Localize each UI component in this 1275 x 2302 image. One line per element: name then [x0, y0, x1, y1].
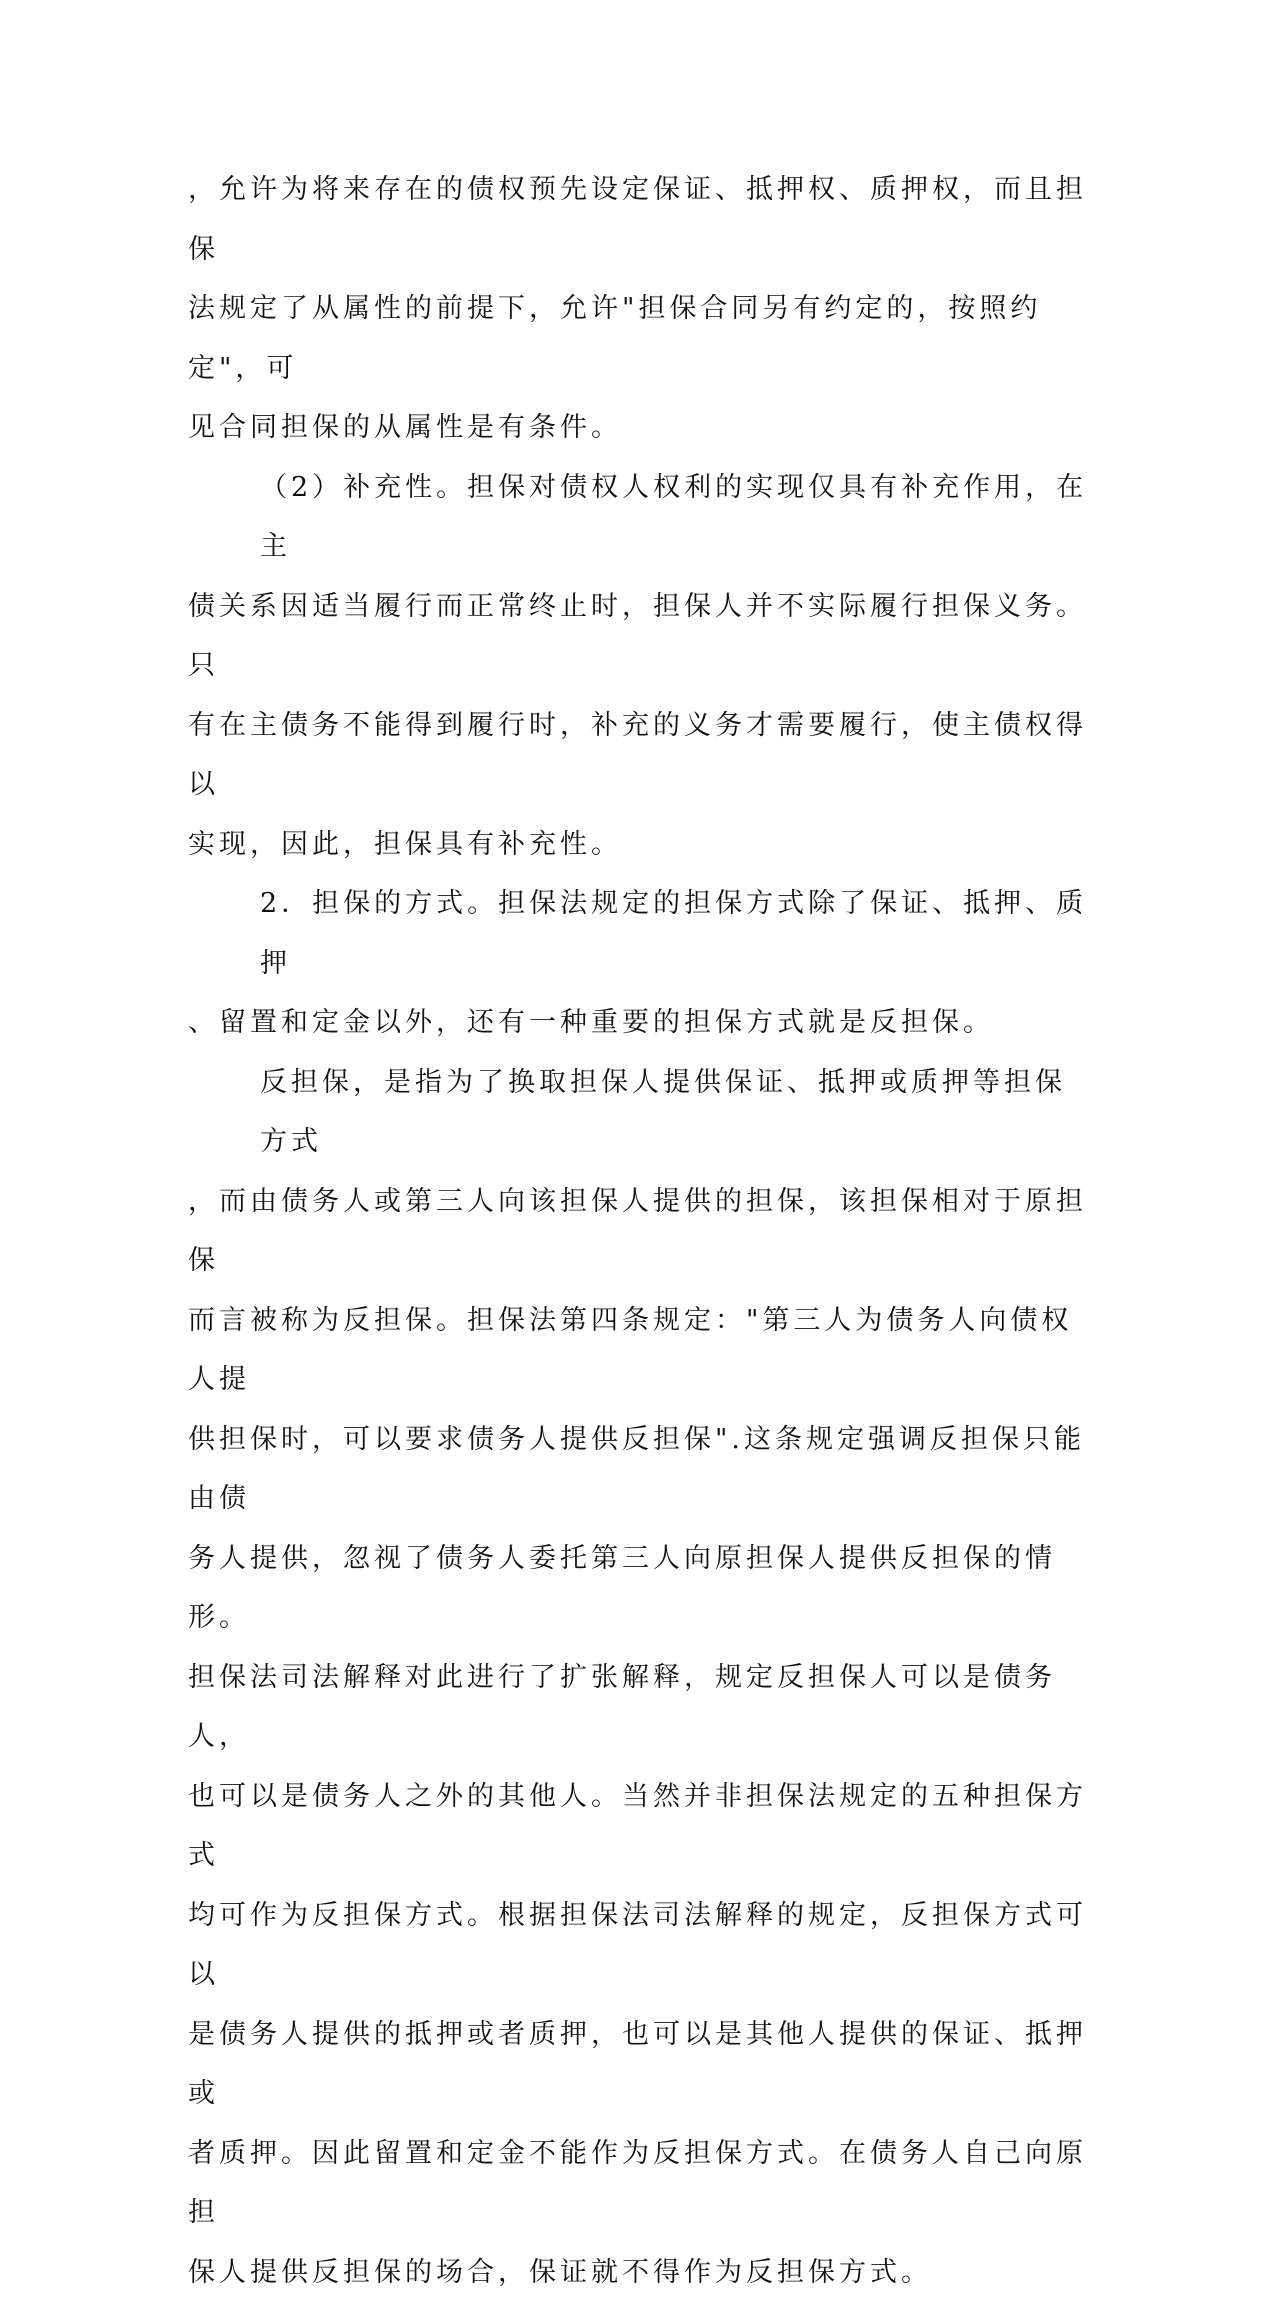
text-line: 反担保，是指为了换取担保人提供保证、抵押或质押等担保方式: [188, 1053, 1088, 1172]
text-line: 也可以是债务人之外的其他人。当然并非担保法规定的五种担保方式: [188, 1767, 1088, 1886]
text-line: （2）补充性。担保对债权人权利的实现仅具有补充作用，在主: [188, 458, 1088, 577]
text-line: ，而由债务人或第三人向该担保人提供的担保，该担保相对于原担保: [188, 1172, 1088, 1291]
text-line: 是债务人提供的抵押或者质押，也可以是其他人提供的保证、抵押或: [188, 2005, 1088, 2124]
body-text: [188, 160, 1088, 2302]
paragraph-supplementary: [188, 458, 1088, 875]
text-line: 务人提供，忽视了债务人委托第三人向原担保人提供反担保的情形。: [188, 1529, 1088, 1648]
text-line: 实现，因此，担保具有补充性。: [188, 815, 1088, 875]
paragraph-subordination-conclusion: [188, 160, 1088, 458]
text-line: 而言被称为反担保。担保法第四条规定："第三人为债务人向债权人提: [188, 1291, 1088, 1410]
text-line: 债关系因适当履行而正常终止时，担保人并不实际履行担保义务。只: [188, 577, 1088, 696]
text-line: 者质押。因此留置和定金不能作为反担保方式。在债务人自己向原担: [188, 2124, 1088, 2243]
text-line: ，允许为将来存在的债权预先设定保证、抵押权、质押权，而且担保: [188, 160, 1088, 279]
text-line: 均可作为反担保方式。根据担保法司法解释的规定，反担保方式可以: [188, 1886, 1088, 2005]
text-line: 2．担保的方式。担保法规定的担保方式除了保证、抵押、质押: [188, 874, 1088, 993]
text-line: 保人提供反担保的场合，保证就不得作为反担保方式。: [188, 2243, 1088, 2302]
text-line: 见合同担保的从属性是有条件。: [188, 398, 1088, 458]
text-line: 担保法司法解释对此进行了扩张解释，规定反担保人可以是债务人，: [188, 1648, 1088, 1767]
text-line: 、留置和定金以外，还有一种重要的担保方式就是反担保。: [188, 993, 1088, 1053]
text-line: 供担保时，可以要求债务人提供反担保".这条规定强调反担保只能由债: [188, 1410, 1088, 1529]
text-line: 法规定了从属性的前提下，允许"担保合同另有约定的，按照约定"，可: [188, 279, 1088, 398]
paragraph-counter-guarantee: [188, 1053, 1088, 2302]
paragraph-guarantee-methods: [188, 874, 1088, 1053]
text-line: 有在主债务不能得到履行时，补充的义务才需要履行，使主债权得以: [188, 696, 1088, 815]
